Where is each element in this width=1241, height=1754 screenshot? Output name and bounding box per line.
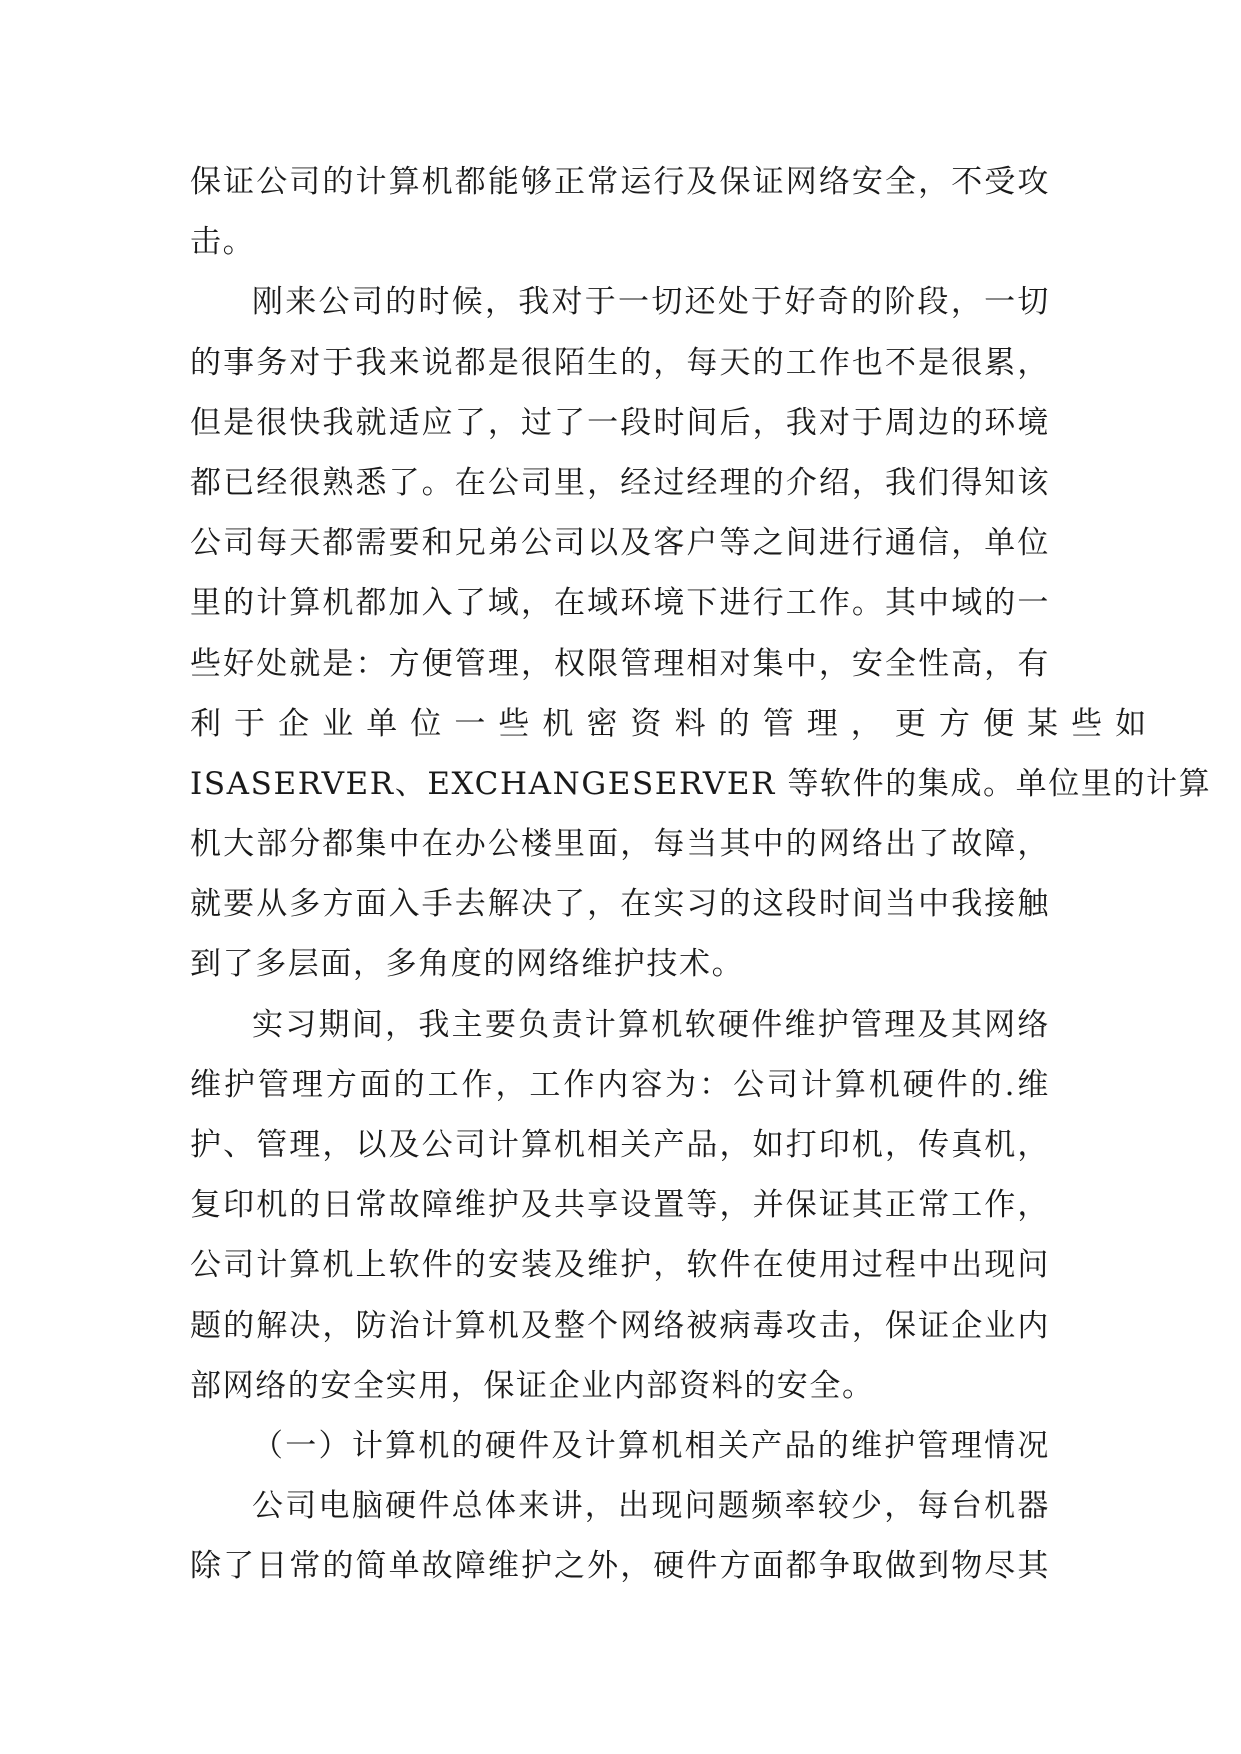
text-line: 维护管理方面的工作，工作内容为：公司计算机硬件的.维 — [190, 1066, 1050, 1103]
text-line: 但是很快我就适应了，过了一段时间后，我对于周边的环境 — [190, 404, 1050, 441]
text-line: 些好处就是：方便管理，权限管理相对集中，安全性高，有 — [190, 645, 1050, 682]
body-text — [190, 152, 1212, 1597]
text-line: 公司电脑硬件总体来讲，出现问题频率较少，每台机器 — [252, 1488, 1050, 1525]
text-line: 击。 — [190, 224, 256, 261]
text-line: 除了日常的简单故障维护之外，硬件方面都争取做到物尽其 — [190, 1548, 1050, 1585]
text-line: 就要从多方面入手去解决了，在实习的这段时间当中我接触 — [190, 886, 1050, 923]
text-line: 刚来公司的时候，我对于一切还处于好奇的阶段，一切 — [252, 284, 1050, 321]
text-line: 实习期间，我主要负责计算机软硬件维护管理及其网络 — [252, 1006, 1050, 1043]
text-line: 题的解决，防治计算机及整个网络被病毒攻击，保证企业内 — [190, 1307, 1050, 1344]
text-line: 都已经很熟悉了。在公司里，经过经理的介绍，我们得知该 — [190, 464, 1050, 501]
text-line: 护、管理，以及公司计算机相关产品，如打印机，传真机， — [190, 1127, 1050, 1163]
text-line: 利 于 企 业 单 位 一 些 机 密 资 料 的 管 理 ， 更 方 便 某 些 如 — [190, 705, 1148, 742]
text-line: 保证公司的计算机都能够正常运行及保证网络安全，不受攻 — [190, 164, 1050, 200]
text-line: （一）计算机的硬件及计算机相关产品的维护管理情况 — [252, 1427, 1050, 1464]
text-line: 里的计算机都加入了域，在域环境下进行工作。其中域的一 — [190, 585, 1050, 622]
text-line: 到了多层面，多角度的网络维护技术。 — [190, 946, 745, 983]
text-line: ISASERVER、EXCHANGESERVER 等软件的集成。单位里的计算 — [190, 765, 1212, 802]
text-line: 复印机的日常故障维护及共享设置等，并保证其正常工作， — [190, 1187, 1050, 1224]
text-line: 公司每天都需要和兄弟公司以及客户等之间进行通信，单位 — [190, 525, 1050, 562]
text-line: 的事务对于我来说都是很陌生的，每天的工作也不是很累， — [190, 344, 1050, 381]
text-line: 机大部分都集中在办公楼里面，每当其中的网络出了故障， — [190, 826, 1050, 863]
text-line: 部网络的安全实用，保证企业内部资料的安全。 — [190, 1367, 875, 1404]
text-line: 公司计算机上软件的安装及维护，软件在使用过程中出现问 — [190, 1247, 1050, 1284]
